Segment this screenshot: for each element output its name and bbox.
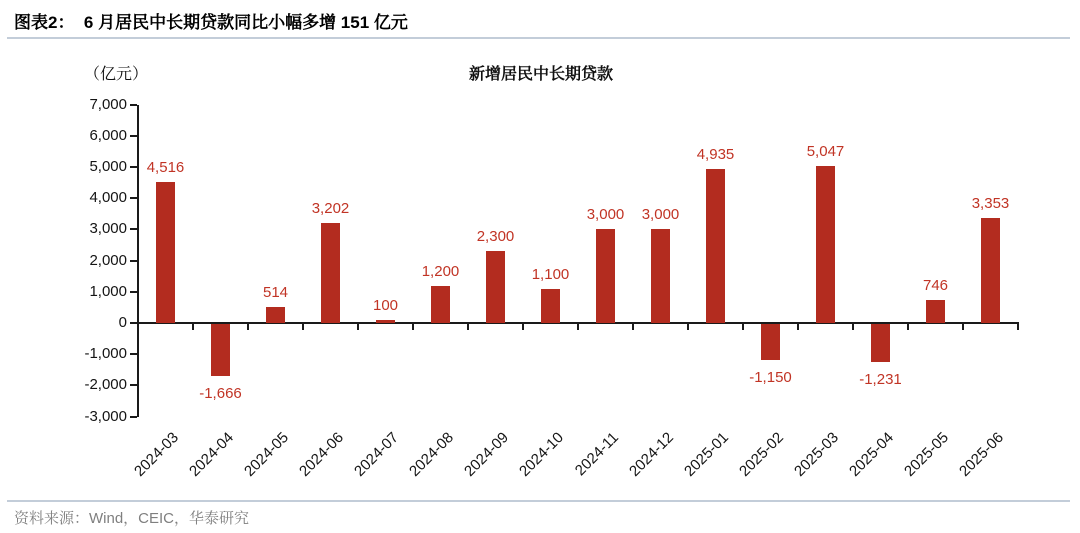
x-tick (577, 324, 579, 330)
bar (431, 286, 450, 323)
x-category-label: 2024-03 (130, 429, 182, 480)
y-tick-label: 1,000 (89, 282, 127, 300)
x-tick (302, 324, 304, 330)
bar-value-label: 5,047 (806, 142, 845, 160)
x-category-label: 2025-05 (900, 429, 952, 480)
y-tick (130, 197, 137, 199)
y-tick-label: 0 (118, 314, 127, 331)
x-category-label: 2025-06 (955, 429, 1007, 480)
x-category-label: 2024-04 (185, 429, 237, 480)
bar (486, 251, 505, 323)
x-category-label: 2024-05 (240, 429, 292, 480)
bar-value-label: 4,516 (146, 159, 185, 177)
bar-value-label: 3,202 (311, 200, 350, 218)
x-category-label: 2025-02 (735, 429, 787, 480)
y-tick-label: 3,000 (89, 220, 127, 238)
x-tick (742, 324, 744, 330)
chart-title: 新增居民中长期贷款 (468, 66, 613, 83)
bar (816, 166, 835, 323)
x-tick (687, 324, 689, 330)
x-category-label: 2025-01 (680, 429, 732, 480)
y-tick (130, 104, 137, 106)
x-tick (412, 324, 414, 330)
x-tick (797, 324, 799, 330)
bar (651, 229, 670, 323)
bar-value-label: 2,300 (476, 228, 515, 246)
bar-value-label: 1,100 (531, 265, 570, 283)
x-category-label: 2024-12 (625, 429, 677, 480)
bar-value-label: 1,200 (421, 262, 460, 280)
bar (156, 182, 175, 323)
y-tick (130, 228, 137, 230)
y-tick-label: 2,000 (89, 251, 127, 269)
bar (211, 324, 230, 376)
y-tick-label: -2,000 (84, 376, 127, 394)
x-tick (247, 324, 249, 330)
x-category-label: 2024-09 (460, 429, 512, 480)
x-category-label: 2025-03 (790, 429, 842, 480)
source-note: 资料来源：Wind，CEIC，华泰研究 (14, 510, 250, 527)
bar (706, 169, 725, 323)
x-category-label: 2024-08 (405, 429, 457, 480)
x-category-label: 2024-07 (350, 429, 402, 480)
bottom-divider (7, 500, 1070, 502)
y-tick (130, 416, 137, 418)
x-tick (1017, 324, 1019, 330)
x-tick (467, 324, 469, 330)
figure-caption: 图表2： 6 月居民中长期贷款同比小幅多增 151 亿元 (14, 13, 408, 32)
bar (981, 218, 1000, 323)
y-axis-unit-label: （亿元） (84, 66, 149, 83)
bar (926, 300, 945, 323)
bar-value-label: 3,000 (586, 206, 625, 224)
y-tick (130, 291, 137, 293)
y-tick (130, 384, 137, 386)
bar (541, 289, 560, 323)
y-tick (130, 353, 137, 355)
x-tick (632, 324, 634, 330)
x-category-label: 2024-11 (571, 429, 622, 480)
x-category-label: 2024-10 (515, 429, 567, 480)
bar (596, 229, 615, 323)
bar-value-label: 746 (922, 276, 949, 294)
bar-value-label: -1,666 (199, 384, 242, 402)
y-tick-label: 6,000 (89, 126, 127, 144)
y-tick-label: 5,000 (89, 158, 127, 175)
bar-value-label: 100 (372, 296, 399, 314)
bar-value-label: 3,353 (971, 195, 1010, 213)
bar-value-label: 514 (262, 283, 289, 301)
y-tick (130, 135, 137, 137)
y-tick-label: 4,000 (89, 189, 127, 207)
y-tick (130, 322, 137, 324)
y-tick-label: -3,000 (84, 407, 127, 425)
x-tick (962, 324, 964, 330)
bar-value-label: 3,000 (641, 206, 680, 224)
bar-value-label: -1,150 (749, 368, 792, 386)
x-category-label: 2025-04 (845, 429, 897, 480)
x-tick (522, 324, 524, 330)
x-tick (907, 324, 909, 330)
x-tick (192, 324, 194, 330)
bar-value-label: -1,231 (859, 371, 902, 389)
y-axis-line (137, 105, 139, 417)
x-tick (852, 324, 854, 330)
bar (321, 223, 340, 323)
y-tick (130, 260, 137, 262)
bar (871, 324, 890, 362)
bar (761, 324, 780, 360)
x-tick (357, 324, 359, 330)
y-tick-label: 7,000 (89, 95, 127, 113)
bar (266, 307, 285, 323)
x-category-label: 2024-06 (295, 429, 347, 480)
bar (376, 320, 395, 323)
bar-value-label: 4,935 (696, 146, 735, 164)
y-tick-label: -1,000 (84, 345, 127, 363)
x-tick (137, 324, 139, 330)
